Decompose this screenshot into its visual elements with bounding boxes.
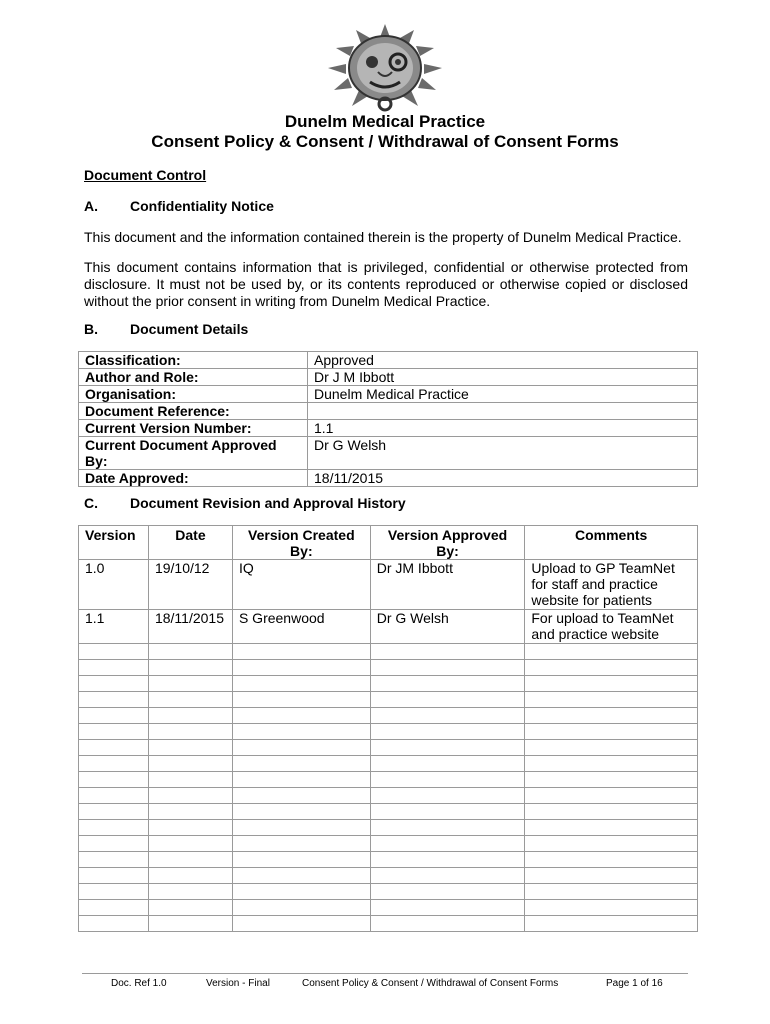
- history-empty-cell: [370, 756, 525, 772]
- history-empty-cell: [148, 900, 232, 916]
- history-empty-cell: [79, 644, 149, 660]
- details-label: Current Version Number:: [79, 420, 308, 437]
- history-empty-cell: [148, 820, 232, 836]
- history-empty-row: [79, 836, 698, 852]
- history-empty-row: [79, 772, 698, 788]
- history-header-approved-by: Version Approved By:: [370, 526, 525, 560]
- document-title-heading: Consent Policy & Consent / Withdrawal of Consent Forms: [151, 132, 619, 151]
- history-empty-cell: [232, 884, 370, 900]
- history-empty-cell: [79, 916, 149, 932]
- history-empty-cell: [525, 900, 698, 916]
- history-empty-cell: [79, 740, 149, 756]
- history-empty-cell: [370, 708, 525, 724]
- details-row: [79, 386, 698, 403]
- history-empty-cell: [232, 708, 370, 724]
- details-label: Current Document Approved By:: [79, 437, 308, 470]
- history-empty-cell: [370, 772, 525, 788]
- details-value: [308, 403, 698, 420]
- history-empty-cell: [232, 836, 370, 852]
- details-value: 18/11/2015: [308, 470, 698, 487]
- history-empty-cell: [79, 756, 149, 772]
- history-empty-cell: [79, 820, 149, 836]
- history-empty-cell: [148, 692, 232, 708]
- history-empty-cell: [525, 740, 698, 756]
- history-empty-cell: [370, 692, 525, 708]
- details-value: Approved: [308, 352, 698, 369]
- history-empty-cell: [370, 916, 525, 932]
- history-empty-cell: [525, 884, 698, 900]
- history-empty-cell: [525, 868, 698, 884]
- history-empty-cell: [525, 772, 698, 788]
- confidentiality-paragraph-2: This document contains information that is privileged, confidential or otherwise protected from disclosure. It must not be used by, or its contents reproduced or otherwise copied or disclosed without the prior consent in writing from Dunelm Medical Practice.: [84, 259, 688, 309]
- history-empty-cell: [370, 740, 525, 756]
- history-empty-cell: [148, 660, 232, 676]
- history-empty-row: [79, 916, 698, 932]
- section-a-heading: [84, 198, 274, 214]
- footer-divider: [82, 973, 688, 974]
- section-a-letter: A.: [84, 198, 98, 214]
- details-value: Dr J M Ibbott: [308, 369, 698, 386]
- document-control-heading: Document Control: [84, 167, 207, 183]
- section-b-title: Document Details: [130, 321, 249, 337]
- history-empty-cell: [232, 772, 370, 788]
- history-empty-cell: [148, 756, 232, 772]
- history-empty-row: [79, 756, 698, 772]
- history-empty-cell: [232, 900, 370, 916]
- history-empty-row: [79, 868, 698, 884]
- history-empty-cell: [79, 676, 149, 692]
- history-empty-row: [79, 724, 698, 740]
- history-empty-cell: [79, 660, 149, 676]
- history-empty-cell: [148, 788, 232, 804]
- section-c-heading: [84, 495, 406, 511]
- history-empty-cell: [525, 852, 698, 868]
- history-empty-cell: [79, 772, 149, 788]
- history-empty-cell: [370, 788, 525, 804]
- history-empty-cell: [232, 740, 370, 756]
- history-empty-cell: [525, 756, 698, 772]
- confidentiality-paragraph-1: This document and the information contained therein is the property of Dunelm Medical Practice.: [84, 229, 682, 245]
- section-a-title: Confidentiality Notice: [130, 198, 274, 214]
- history-cell-version: 1.1: [79, 610, 149, 644]
- details-label: Date Approved:: [79, 470, 308, 487]
- history-row: [79, 610, 698, 644]
- history-empty-cell: [79, 852, 149, 868]
- history-empty-cell: [79, 900, 149, 916]
- history-empty-cell: [79, 868, 149, 884]
- history-empty-cell: [148, 836, 232, 852]
- history-empty-cell: [525, 788, 698, 804]
- history-empty-cell: [232, 804, 370, 820]
- history-header-created-by: Version Created By:: [232, 526, 370, 560]
- history-empty-cell: [79, 788, 149, 804]
- history-empty-cell: [148, 852, 232, 868]
- history-cell-date: 18/11/2015: [148, 610, 232, 644]
- history-empty-cell: [232, 692, 370, 708]
- history-empty-cell: [79, 884, 149, 900]
- history-empty-row: [79, 852, 698, 868]
- details-value: Dunelm Medical Practice: [308, 386, 698, 403]
- history-empty-cell: [370, 724, 525, 740]
- details-row: [79, 369, 698, 386]
- history-cell-comments: For upload to TeamNet and practice website: [525, 610, 698, 644]
- section-c-title: Document Revision and Approval History: [130, 495, 406, 511]
- history-empty-cell: [370, 900, 525, 916]
- history-empty-cell: [232, 788, 370, 804]
- history-empty-row: [79, 708, 698, 724]
- section-b-heading: [84, 321, 248, 337]
- history-empty-row: [79, 676, 698, 692]
- details-row: [79, 437, 698, 470]
- history-empty-cell: [79, 692, 149, 708]
- history-empty-cell: [148, 644, 232, 660]
- revision-history-table: [78, 525, 698, 932]
- history-empty-cell: [525, 836, 698, 852]
- history-cell-version: 1.0: [79, 560, 149, 610]
- history-empty-row: [79, 644, 698, 660]
- history-empty-cell: [148, 804, 232, 820]
- history-cell-created-by: S Greenwood: [232, 610, 370, 644]
- history-empty-cell: [79, 804, 149, 820]
- details-label: Author and Role:: [79, 369, 308, 386]
- history-empty-cell: [370, 820, 525, 836]
- history-header-comments: Comments: [525, 526, 698, 560]
- history-empty-row: [79, 884, 698, 900]
- practice-name-heading: Dunelm Medical Practice: [284, 112, 486, 131]
- history-empty-cell: [232, 868, 370, 884]
- details-value: 1.1: [308, 420, 698, 437]
- practice-logo-sun-emblem: [326, 22, 444, 112]
- history-empty-cell: [525, 724, 698, 740]
- history-empty-cell: [370, 644, 525, 660]
- history-empty-cell: [148, 868, 232, 884]
- history-row: [79, 560, 698, 610]
- history-empty-cell: [525, 708, 698, 724]
- history-empty-cell: [525, 804, 698, 820]
- history-empty-cell: [232, 724, 370, 740]
- history-empty-cell: [232, 676, 370, 692]
- history-empty-cell: [148, 916, 232, 932]
- history-empty-cell: [148, 676, 232, 692]
- history-empty-row: [79, 740, 698, 756]
- history-cell-created-by: IQ: [232, 560, 370, 610]
- document-details-table: [78, 351, 698, 487]
- history-empty-cell: [370, 868, 525, 884]
- details-label: Organisation:: [79, 386, 308, 403]
- history-header-version: Version: [79, 526, 149, 560]
- history-empty-cell: [370, 660, 525, 676]
- history-empty-cell: [232, 820, 370, 836]
- history-header-date: Date: [148, 526, 232, 560]
- history-empty-cell: [525, 820, 698, 836]
- details-row: [79, 420, 698, 437]
- history-empty-cell: [79, 708, 149, 724]
- history-empty-cell: [148, 724, 232, 740]
- history-empty-row: [79, 660, 698, 676]
- details-row: [79, 470, 698, 487]
- history-empty-row: [79, 900, 698, 916]
- footer-version: Version - Final: [206, 978, 270, 989]
- footer-title: Consent Policy & Consent / Withdrawal of Consent Forms: [302, 978, 559, 989]
- history-cell-date: 19/10/12: [148, 560, 232, 610]
- history-empty-cell: [370, 836, 525, 852]
- history-empty-cell: [79, 836, 149, 852]
- details-row: [79, 403, 698, 420]
- history-empty-cell: [232, 644, 370, 660]
- history-empty-cell: [79, 724, 149, 740]
- history-cell-approved-by: Dr JM Ibbott: [370, 560, 525, 610]
- history-empty-cell: [232, 916, 370, 932]
- history-empty-cell: [525, 676, 698, 692]
- history-empty-cell: [370, 676, 525, 692]
- history-empty-cell: [148, 884, 232, 900]
- history-empty-cell: [232, 660, 370, 676]
- history-empty-cell: [370, 884, 525, 900]
- history-empty-cell: [525, 660, 698, 676]
- history-empty-row: [79, 788, 698, 804]
- details-value: Dr G Welsh: [308, 437, 698, 470]
- history-empty-cell: [148, 772, 232, 788]
- history-cell-comments: Upload to GP TeamNet for staff and practice website for patients: [525, 560, 698, 610]
- history-empty-cell: [525, 916, 698, 932]
- history-empty-cell: [370, 852, 525, 868]
- history-empty-cell: [148, 740, 232, 756]
- details-label: Document Reference:: [79, 403, 308, 420]
- footer-page-number: Page 1 of 16: [606, 978, 663, 989]
- history-cell-approved-by: Dr G Welsh: [370, 610, 525, 644]
- history-empty-cell: [525, 644, 698, 660]
- history-empty-row: [79, 804, 698, 820]
- footer-doc-ref: Doc. Ref 1.0: [111, 978, 167, 989]
- details-label: Classification:: [79, 352, 308, 369]
- history-empty-cell: [148, 708, 232, 724]
- section-b-letter: B.: [84, 321, 98, 337]
- history-empty-row: [79, 692, 698, 708]
- history-empty-row: [79, 820, 698, 836]
- section-c-letter: C.: [84, 495, 98, 511]
- history-empty-cell: [232, 852, 370, 868]
- details-row: [79, 352, 698, 369]
- history-empty-cell: [525, 692, 698, 708]
- history-empty-cell: [232, 756, 370, 772]
- history-empty-cell: [370, 804, 525, 820]
